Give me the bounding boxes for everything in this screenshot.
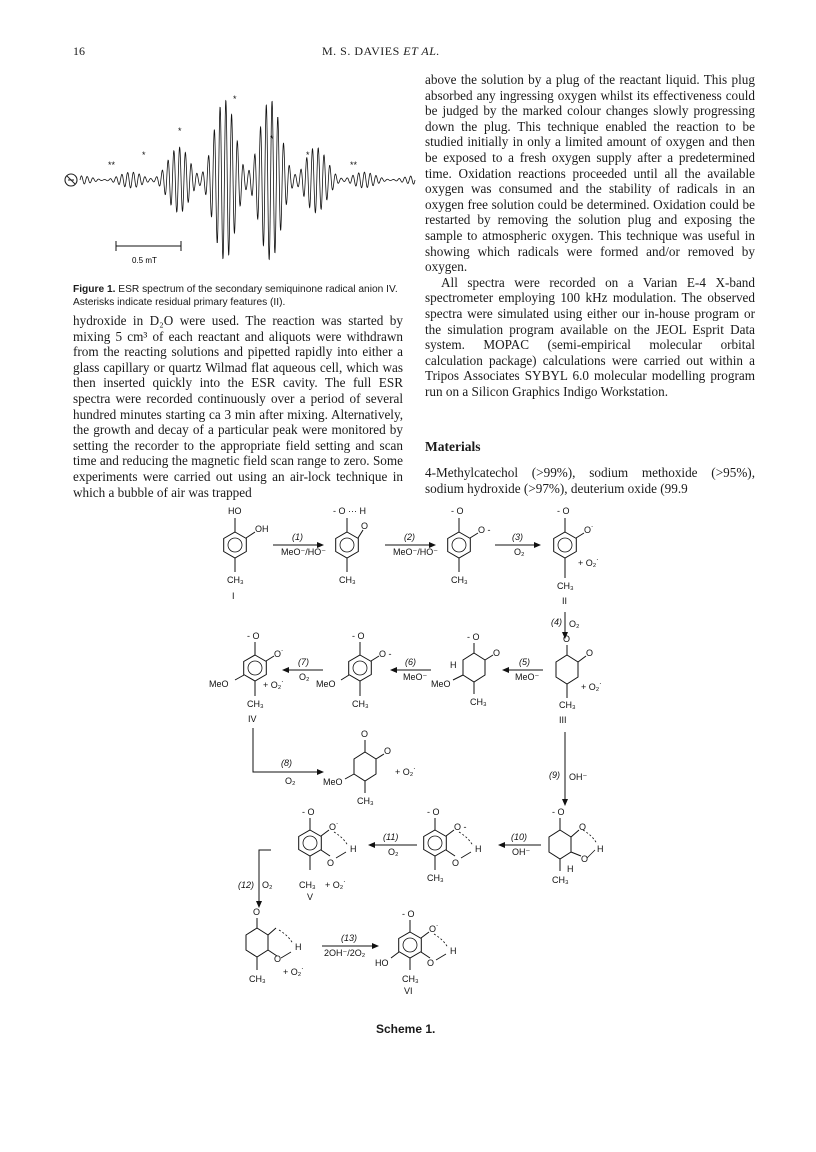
- step-11-reagent: O₂: [388, 847, 399, 857]
- step-10: (10): [511, 832, 528, 842]
- label-o-minus: O -: [379, 649, 392, 659]
- label-superoxide: + O₂˙: [578, 558, 600, 568]
- label-o: O: [253, 907, 261, 917]
- page-number: 16: [73, 44, 85, 58]
- label-superoxide: + O₂˙: [325, 880, 347, 890]
- structure-II: [554, 506, 600, 606]
- label-ho: HO: [375, 958, 389, 968]
- materials-text: [425, 465, 755, 496]
- figure-caption-label: Figure 1.: [73, 284, 116, 295]
- running-title-etal: ET AL.: [403, 44, 440, 58]
- paragraph: hydroxide in D₂O were used. The reaction was started by mixing 5 cm³ of each reactant and aliquots were withdrawn from the reacting solutions and pipetted rapidly into either a glass capillary or quartz Wilmad flat aqueous cell, which was then inserted quickly into the ESR cavity. The full ESR spectra were recorded continuously over a period of several hundred minutes starting ca 3 min after mixing. Alternatively, the growth and decay of a particular peak were monitored by setting the recorder to the appropriate field setting and scan time and reducing the magnetic field scan range to zero. Some experiments were carried out using an air-lock technique in which a bubble of air was trapped: [73, 313, 403, 500]
- label-o-minus: O -: [478, 525, 491, 535]
- label-superoxide: + O₂˙: [395, 767, 417, 777]
- label-ch3: CH₃: [557, 581, 574, 591]
- structure-methoxy-catecholate: [316, 631, 392, 709]
- label-ch3: CH₃: [227, 575, 244, 585]
- label-superoxide: + O₂˙: [283, 967, 305, 977]
- label-I: I: [232, 591, 235, 601]
- step-9-reagent: OH⁻: [569, 772, 588, 782]
- figure-caption-text: ESR spectrum of the secondary semiquinone radical anion IV. Asterisks indicate residual primary features (II).: [73, 284, 398, 308]
- svg-text:*: *: [142, 150, 146, 160]
- svg-text:**: **: [108, 160, 116, 170]
- label-h: H: [295, 942, 302, 952]
- label-minus-o: - O: [427, 807, 440, 817]
- structure-methoxy-quinone: [323, 729, 416, 806]
- label-ch3: CH₃: [559, 700, 576, 710]
- step-8-reagent: O₂: [285, 776, 296, 786]
- figure-caption: [73, 284, 413, 309]
- step-6: (6): [405, 657, 416, 667]
- label-ch3: CH₃: [552, 875, 569, 885]
- label-II: II: [562, 596, 568, 606]
- label-o-minus: O -: [454, 822, 467, 832]
- label-meo: MeO: [431, 679, 451, 689]
- step-4-reagent: O₂: [569, 619, 580, 629]
- structure-IV: [209, 631, 284, 724]
- label-superoxide: + O₂˙: [263, 680, 285, 690]
- circled-symbol: [65, 174, 77, 186]
- label-ho: HO: [228, 506, 242, 516]
- label-minus-o: - O: [352, 631, 365, 641]
- label-h: H: [597, 844, 604, 854]
- running-title: [322, 44, 440, 59]
- right-column-text: [425, 72, 755, 399]
- step-5-reagent: MeO⁻: [515, 672, 540, 682]
- step-7: (7): [298, 657, 309, 667]
- label-ch3: CH₃: [357, 796, 374, 806]
- step-8: (8): [281, 758, 292, 768]
- scheme-caption: Scheme 1.: [376, 1022, 436, 1036]
- label-o-rad: O˙: [329, 822, 339, 832]
- label-minus-o: - O: [557, 506, 570, 516]
- structure-dianion: [333, 506, 368, 585]
- label-o: O: [493, 648, 501, 658]
- reaction-scheme: [195, 500, 635, 1020]
- label-o-rad: O˙: [429, 924, 439, 934]
- structure-III: [556, 634, 602, 725]
- label-ch3: CH₃: [339, 575, 356, 585]
- structure-hydroxy-catecholate: [424, 807, 482, 883]
- paragraph: above the solution by a plug of the reactant liquid. This plug absorbed any ingressing oxygen whilst its effectiveness could be judged by the marked colour changes slowly progressing down the plug. This technique enabled the reaction to be studied initially in only a limited amount of oxygen and then be exposed to a fresh oxygen supply after a predetermined time. Oxidation reactions proceeded until all the available oxygen was consumed and the stability of radicals in an oxygen free solution could be determined. Oxidation could be restarted by removing the solution plug and exposing the sample to atmospheric oxygen. This technique was useful in showing which radicals were formed and/or removed by oxygen.: [425, 72, 755, 275]
- esr-spectrum-figure: [60, 72, 420, 277]
- label-oh: OH: [255, 524, 269, 534]
- label-o: O: [452, 858, 460, 868]
- structure-V: [299, 807, 357, 902]
- label-IV: IV: [248, 714, 257, 724]
- label-meo: MeO: [323, 777, 343, 787]
- label-V: V: [307, 892, 314, 902]
- label-minus-o: - O: [552, 807, 565, 817]
- step-2: (2): [404, 532, 415, 542]
- section-heading-materials: Materials: [425, 439, 481, 454]
- label-VI: VI: [404, 986, 413, 996]
- step-7-reagent: O₂: [299, 672, 310, 682]
- label-o: O: [361, 729, 369, 739]
- paragraph: 4-Methylcatechol (>99%), sodium methoxide (>95%), sodium hydroxide (>97%), deuterium oxide (99.9: [425, 465, 755, 496]
- step-9: (9): [549, 770, 560, 780]
- label-o: O: [427, 958, 435, 968]
- scale-bar: [116, 241, 181, 265]
- structure-hydroxy-quinone: [246, 907, 304, 984]
- step-11: (11): [383, 832, 399, 842]
- label-h: H: [450, 660, 457, 670]
- step-2-reagent: MeO⁻/HO⁻: [393, 547, 439, 557]
- step-12: (12): [238, 880, 255, 890]
- scale-label: 0.5 mT: [132, 256, 157, 265]
- label-minus-o: - O: [302, 807, 315, 817]
- step-13: (13): [341, 933, 358, 943]
- label-o-rad: O˙: [274, 649, 284, 659]
- label-o: O: [579, 822, 587, 832]
- step-10-reagent: OH⁻: [512, 847, 531, 857]
- label-ch3: CH₃: [402, 974, 419, 984]
- step-1-reagent: MeO⁻/HO⁻: [281, 547, 327, 557]
- svg-text:*: *: [178, 126, 182, 136]
- structure-catecholate: [448, 506, 491, 585]
- label-minus-o: - O: [247, 631, 260, 641]
- label-ch3: CH₃: [352, 699, 369, 709]
- label-minus-o: - O: [467, 632, 480, 642]
- paragraph: All spectra were recorded on a Varian E-4 X-band spectrometer employing 100 kHz modulation. The observed spectra were simulated using either our in-house program or the simulation program available on the JEOL Esprit Data system. MOPAC (semi-empirical molecular orbital calculation package) calculations were carried out within a Tripos Associates SYBYL 6.0 molecular modelling program run on a Silicon Graphics Indigo Workstation.: [425, 274, 755, 399]
- label-meo: MeO: [316, 679, 336, 689]
- structure-methoxy-adduct: [431, 632, 500, 707]
- label-ch3: CH₃: [451, 575, 468, 585]
- running-title-authors: M. S. DAVIES: [322, 44, 404, 58]
- label-ch3: CH₃: [427, 873, 444, 883]
- step-1: (1): [292, 532, 303, 542]
- label-o: O: [274, 954, 282, 964]
- structure-I: [224, 506, 269, 601]
- svg-text:**: **: [350, 160, 358, 170]
- svg-text:*: *: [233, 94, 237, 104]
- step-5: (5): [519, 657, 530, 667]
- label-ch3: CH₃: [470, 697, 487, 707]
- label-minus-o: - O: [451, 506, 464, 516]
- step-6-reagent: MeO⁻: [403, 672, 428, 682]
- step-4: (4): [551, 617, 562, 627]
- svg-text:*: *: [306, 150, 310, 160]
- label-o: O: [361, 521, 369, 531]
- label-o-h: - O ··· H: [333, 506, 366, 516]
- label-o: O: [581, 854, 589, 864]
- structure-VI: [375, 909, 457, 996]
- label-III: III: [559, 715, 567, 725]
- label-superoxide: + O₂˙: [581, 682, 603, 692]
- esr-trace: [80, 101, 415, 260]
- label-o-rad: O˙: [584, 525, 594, 535]
- label-h: H: [450, 946, 457, 956]
- step-3-reagent: O₂: [514, 547, 525, 557]
- label-o: O: [384, 746, 392, 756]
- label-ch3: CH₃: [249, 974, 266, 984]
- label-meo: MeO: [209, 679, 229, 689]
- step-13-reagent: 2OH⁻/2O₂: [324, 948, 366, 958]
- step-12-reagent: O₂: [262, 880, 273, 890]
- svg-text:*: *: [270, 134, 274, 144]
- label-minus-o: - O: [402, 909, 415, 919]
- label-o: O: [586, 648, 594, 658]
- label-h: H: [475, 844, 482, 854]
- label-ch3: CH₃: [299, 880, 316, 890]
- label-o: O: [563, 634, 571, 644]
- label-h: H: [567, 864, 574, 874]
- step-3: (3): [512, 532, 523, 542]
- left-column-text: [73, 313, 403, 500]
- label-h: H: [350, 844, 357, 854]
- label-o: O: [327, 858, 335, 868]
- structure-hydroxy-adduct: [549, 807, 604, 885]
- label-ch3: CH₃: [247, 699, 264, 709]
